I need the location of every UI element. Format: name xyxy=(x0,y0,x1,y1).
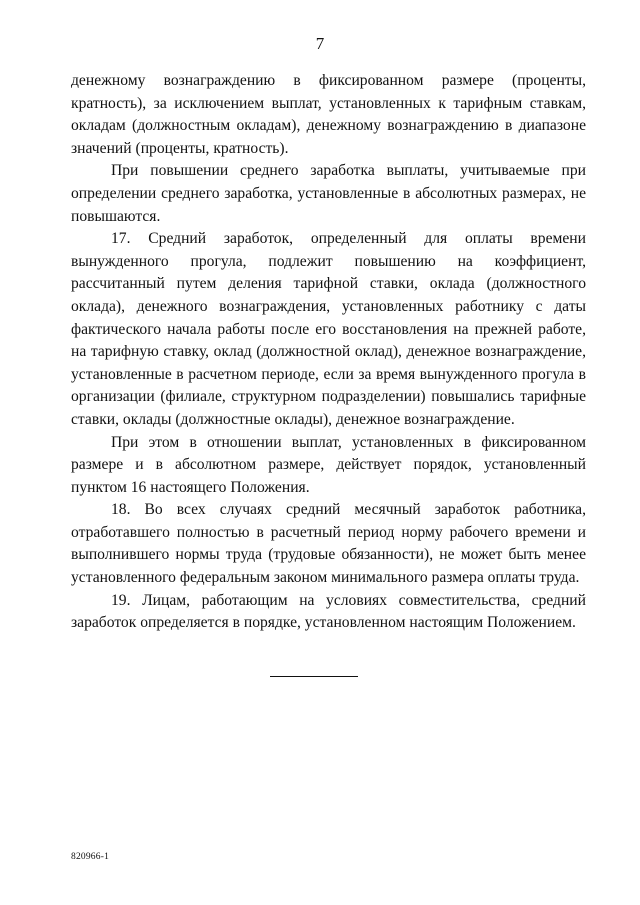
end-divider xyxy=(270,676,358,677)
document-body xyxy=(71,70,586,635)
paragraph-clause-19: 19. Лицам, работающим на условиях совместительства, средний заработок определяется в порядке, установленном настоящим Положением. xyxy=(71,591,586,632)
paragraph-clause-18: 18. Во всех случаях средний месячный заработок работника, отработавшего полностью в расчетный период норму рабочего времени и выполнившего нормы труда (трудовые обязанности), не может быть менее установленного федеральным законом минимального размера оплаты труда. xyxy=(71,501,586,587)
paragraph-increase-note: При повышении среднего заработка выплаты, учитываемые при определении среднего заработка, установленные в абсолютных размерах, не повышаются. xyxy=(71,162,586,225)
paragraph-continuation: денежному вознаграждению в фиксированном размере (проценты, кратность), за исключением выплат, установленных к тарифным ставкам, окладам (должностным окладам), денежному вознаграждению в диапазоне значений (проценты, кратность). xyxy=(71,72,586,157)
paragraph-clause-17-note: При этом в отношении выплат, установленных в фиксированном размере и в абсолютном размере, действует порядок, установленный пунктом 16 настоящего Положения. xyxy=(71,433,586,496)
document-code: 820966-1 xyxy=(71,852,110,862)
page-number: 7 xyxy=(315,34,325,53)
paragraph-clause-17: 17. Средний заработок, определенный для оплаты времени вынужденного прогула, подлежит повышению на коэффициент, рассчитанный путем деления тарифной ставки, оклада (должностного оклада), денежного вознаграждения, установленных работнику с даты фактического начала работы после его восстановления на прежней работе, на тарифную ставку, оклад (должностной оклад), денежное вознаграждение, установленные в расчетном периоде, если за время вынужденного прогула в организации (филиале, структурном подразделении) повышались тарифные ставки, оклады (должностные оклады), денежное вознаграждение. xyxy=(71,230,586,428)
